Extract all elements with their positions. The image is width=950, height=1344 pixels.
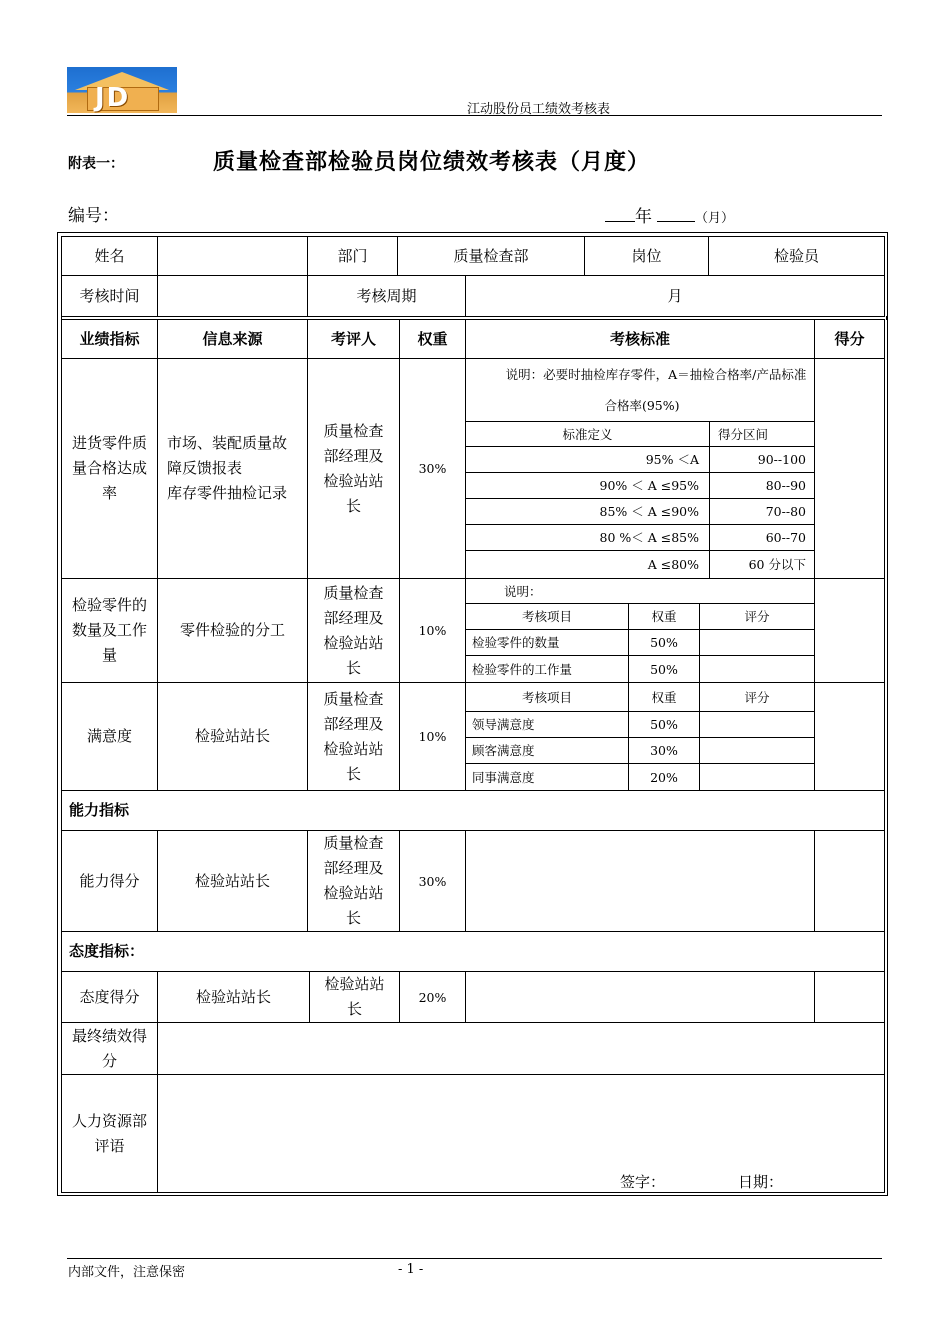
r3-item-name: 顾客满意度 [465,737,629,764]
r1-std-def: A ≤80% [465,550,710,579]
r3-item-score[interactable] [699,737,815,764]
logo-text: JD [95,83,131,113]
r1-std-range-header: 得分区间 [709,421,815,447]
ability-section-title: 能力指标 [61,790,885,831]
month-blank[interactable] [657,207,695,222]
post-label: 岗位 [584,236,709,276]
form-title: 质量检查部检验员岗位绩效考核表（月度） [213,149,651,175]
r2-note: 说明： [465,578,815,604]
date-label: 日期： [738,1173,784,1191]
r2-item-weight: 50% [628,655,700,683]
attitude-section-title: 态度指标： [61,931,885,972]
attachment-label: 附表一： [68,156,124,172]
ability-evaluator: 质量检查部经理及检验站站长 [307,830,400,932]
attitude-weight: 20% [399,971,466,1023]
company-logo [67,67,177,113]
footer-divider [67,1258,882,1259]
r3-item-name: 领导满意度 [465,711,629,738]
r1-evaluator: 质量检查部经理及检验站站长 [307,358,400,579]
r2-indicator: 检验零件的数量及工作量 [61,578,158,683]
period-date [605,202,734,227]
r2-item-score[interactable] [699,655,815,683]
r1-std-range: 80--90 [709,472,815,499]
r2-header-score: 评分 [699,603,815,630]
r3-evaluator: 质量检查部经理及检验站站长 [307,682,400,791]
r1-std-def: 90% ＜ A ≤95% [465,472,710,499]
r2-score[interactable] [814,578,885,683]
r1-std-def: 85% ＜ A ≤90% [465,498,710,525]
r1-note: 说明：必要时抽检库存零件，A＝抽检合格率/产品标准合格率(95%) [505,367,807,413]
r3-header-item: 考核项目 [465,682,629,712]
r3-item-name: 同事满意度 [465,763,629,791]
header-company-title: 江动股份员工绩效考核表 [466,102,610,117]
cycle-value: 月 [465,275,885,317]
ability-score[interactable] [814,830,885,932]
serial-number-label: 编号： [68,206,119,226]
col-weight: 权重 [399,319,466,359]
col-source: 信息来源 [157,319,308,359]
r1-std-def: 95% ＜A [465,446,710,473]
r1-std-range: 60 分以下 [709,550,815,579]
ability-weight: 30% [399,830,466,932]
footer-confidential: 内部文件，注意保密 [68,1265,186,1280]
r1-std-range: 70--80 [709,498,815,525]
page-number: - 1 - [398,1262,424,1277]
ability-source: 检验站站长 [157,830,308,932]
r2-item-score[interactable] [699,629,815,656]
r1-weight: 30% [399,358,466,579]
ability-indicator: 能力得分 [61,830,158,932]
r2-header-weight: 权重 [628,603,700,630]
r2-item-name: 检验零件的数量 [465,629,629,656]
attitude-score[interactable] [814,971,885,1023]
r1-source: 市场、装配质量故障反馈报表 库存零件抽检记录 [157,358,308,579]
r3-item-score[interactable] [699,763,815,791]
r1-std-def: 80 %＜ A ≤85% [465,524,710,551]
header-divider [67,115,882,116]
r3-item-weight: 20% [628,763,700,791]
time-value[interactable] [157,275,308,317]
r3-header-weight: 权重 [628,682,700,712]
r3-header-score: 评分 [699,682,815,712]
r3-score[interactable] [814,682,885,791]
name-value[interactable] [157,236,308,276]
col-standard: 考核标准 [465,319,815,359]
attitude-evaluator: 检验站站长 [309,971,400,1023]
attitude-standard [465,971,815,1023]
year-blank[interactable] [605,207,635,222]
r2-evaluator: 质量检查部经理及检验站站长 [307,578,400,683]
r1-indicator: 进货零件质量合格达成率 [61,358,158,579]
col-indicator: 业绩指标 [61,319,158,359]
r3-item-score[interactable] [699,711,815,738]
dept-label: 部门 [307,236,398,276]
cycle-label: 考核周期 [307,275,466,317]
r2-item-weight: 50% [628,629,700,656]
col-evaluator: 考评人 [307,319,400,359]
post-value: 检验员 [708,236,885,276]
r1-std-range: 60--70 [709,524,815,551]
month-label: （月） [695,211,735,226]
hr-comment-label: 人力资源部评语 [61,1074,158,1193]
r2-item-name: 检验零件的工作量 [465,655,629,683]
hr-comment-area[interactable] [157,1074,885,1193]
r3-item-weight: 30% [628,737,700,764]
r1-score[interactable] [814,358,885,579]
r1-std-range: 90--100 [709,446,815,473]
col-score: 得分 [814,319,885,359]
time-label: 考核时间 [61,275,158,317]
final-score-value[interactable] [157,1022,885,1075]
dept-value: 质量检查部 [397,236,585,276]
r3-source: 检验站站长 [157,682,308,791]
r3-indicator: 满意度 [61,682,158,791]
r2-source: 零件检验的分工 [157,578,308,683]
r3-item-weight: 50% [628,711,700,738]
r1-std-def-header: 标准定义 [465,421,710,447]
r2-weight: 10% [399,578,466,683]
r2-header-item: 考核项目 [465,603,629,630]
attitude-source: 检验站站长 [157,971,310,1023]
year-label: 年 [635,207,652,227]
r1-note-cell [465,358,815,422]
attitude-indicator: 态度得分 [61,971,158,1023]
final-score-label: 最终绩效得分 [61,1022,158,1075]
name-label: 姓名 [61,236,158,276]
ability-standard [465,830,815,932]
signature-label: 签字： [620,1173,666,1191]
r3-weight: 10% [399,682,466,791]
